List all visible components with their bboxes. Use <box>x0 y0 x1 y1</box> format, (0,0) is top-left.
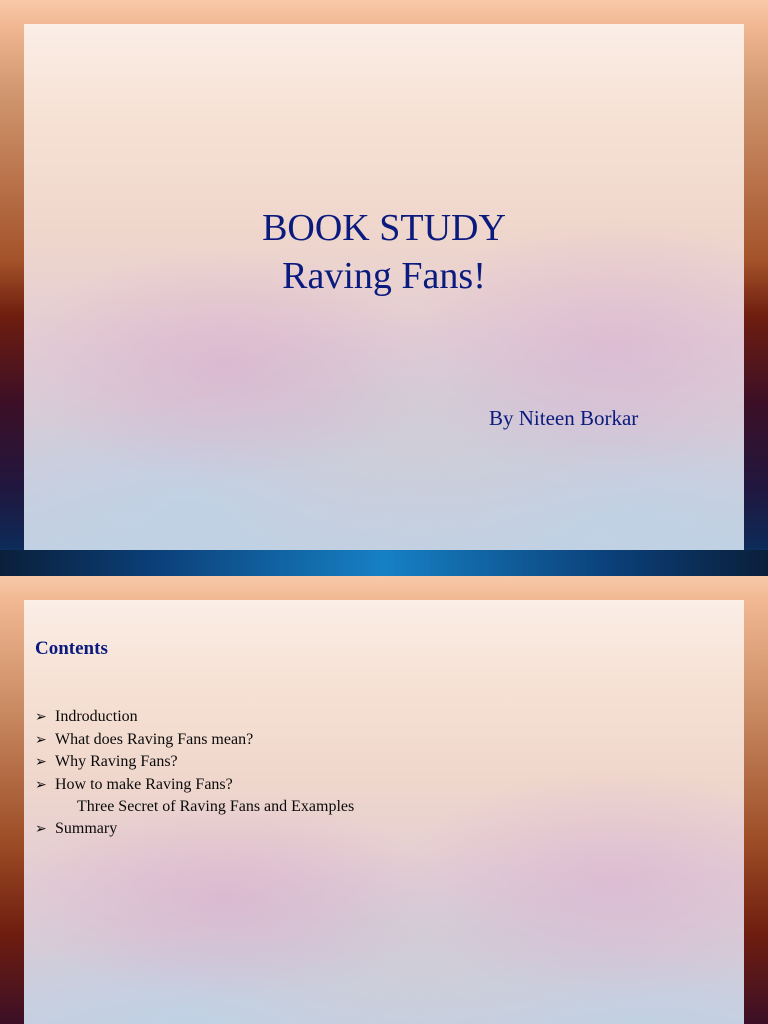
author-byline: By Niteen Borkar <box>489 406 639 430</box>
list-item-why-raving-fans <box>35 751 354 774</box>
list-item-label: What does Raving Fans mean? <box>55 730 254 748</box>
slide-2-panel <box>24 600 744 1024</box>
list-item-what-does-raving-fans-mean <box>35 729 354 752</box>
list-item-summary <box>35 818 354 841</box>
arrow-bullet-icon: ➢ <box>35 709 47 725</box>
arrow-bullet-icon: ➢ <box>35 754 47 771</box>
slide-title <box>24 204 744 300</box>
slide-1-panel <box>24 24 744 550</box>
list-item-introduction <box>35 706 354 729</box>
list-sub-item-three-secrets: Three Secret of Raving Fans and Examples <box>77 798 355 816</box>
contents-heading: Contents <box>35 638 108 659</box>
list-item-label: Indroduction <box>55 708 138 725</box>
contents-list <box>35 706 354 841</box>
list-item-label: Why Raving Fans? <box>55 753 178 771</box>
arrow-bullet-icon: ➢ <box>35 731 47 748</box>
list-item-how-to-make-raving-fans <box>35 774 354 797</box>
title-line-book-study: BOOK STUDY <box>262 207 506 249</box>
title-line-raving-fans: Raving Fans! <box>282 255 486 297</box>
arrow-bullet-icon: ➢ <box>35 776 47 793</box>
arrow-bullet-icon: ➢ <box>35 820 47 837</box>
list-item-label: Summary <box>55 819 118 837</box>
slide-2 <box>0 576 768 1024</box>
list-item-label: How to make Raving Fans? <box>55 775 233 793</box>
